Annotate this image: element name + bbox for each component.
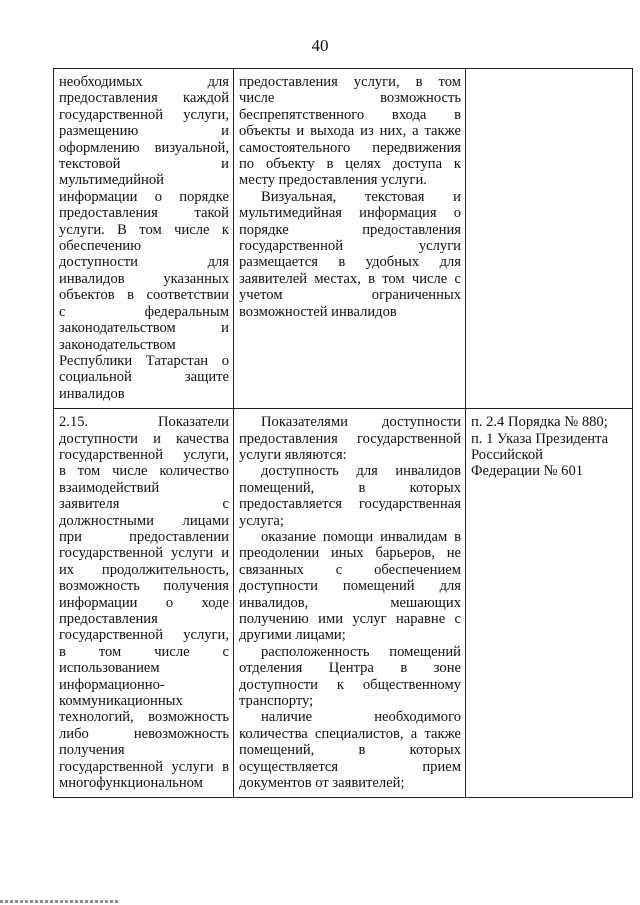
text-line: предоставления <box>59 611 158 627</box>
text-line: оформлению визуальной, <box>59 139 229 156</box>
text-line: доступности помещений для <box>239 578 461 595</box>
text-line: 2.15. Показатели <box>59 414 229 431</box>
text-line: месту предоставления услуги. <box>239 172 427 189</box>
text-line: предоставления каждой <box>59 90 229 107</box>
text-line: мультимедийной <box>59 172 164 189</box>
text-line: помещений, в которых <box>239 479 461 496</box>
row2-col1-cell <box>54 409 234 798</box>
text-line: использованием <box>59 660 160 677</box>
text-line: другими лицами; <box>239 627 346 644</box>
text-line: наличие необходимого <box>261 709 461 726</box>
text-line: технологий, возможность <box>59 709 229 726</box>
table-row <box>54 409 633 798</box>
text-line: должностными лицами <box>59 512 229 529</box>
text-line: доступность для инвалидов <box>261 463 461 480</box>
text-line: осуществляется прием <box>239 758 461 775</box>
text-line: размещению и <box>59 123 229 140</box>
text-line: информации о порядке <box>59 188 229 205</box>
page-number: 40 <box>311 36 329 55</box>
table-row <box>54 69 633 409</box>
row1-col2-cell <box>234 69 466 409</box>
row1-col1-cell <box>54 69 234 409</box>
text-line: государственной услуги <box>239 238 461 255</box>
text-line: законодательством <box>59 336 176 353</box>
text-line: доступности для <box>59 254 229 271</box>
text-line: связанных с обеспечением <box>239 561 461 578</box>
text-line: взаимодействий <box>59 479 160 496</box>
text-line: с федеральным <box>59 303 229 320</box>
text-line: государственной услуги, <box>59 627 229 644</box>
text-line: доступности и качества <box>59 430 229 447</box>
text-line: отделения Центра в зоне <box>239 660 461 677</box>
text-line: количества специалистов, а также <box>239 725 461 742</box>
text-line: учетом ограниченных <box>239 287 461 304</box>
text-line: объектов в соответствии <box>59 287 229 304</box>
text-line: услуга; <box>239 512 284 529</box>
row2-col2-cell <box>234 409 466 798</box>
text-line: преодолении иных барьеров, не <box>239 545 461 562</box>
text-line: необходимых для <box>59 74 229 90</box>
row1-col3-cell <box>466 69 633 409</box>
scan-artifact <box>0 900 120 903</box>
row2-col3-cell <box>466 409 633 798</box>
text-line: расположенность помещений <box>261 643 461 660</box>
text-line: в том числе с <box>59 643 229 660</box>
text-line: предоставления такой <box>59 205 229 222</box>
text-line: объекты и выхода из них, а также <box>239 123 461 140</box>
text-line: в том числе количество <box>59 463 229 480</box>
text-line: п. 2.4 Порядка № 880; <box>471 414 608 431</box>
text-line: предоставления государственной <box>239 430 461 447</box>
text-line: п. 1 Указа Президента <box>471 430 609 447</box>
text-line: документов от заявителей; <box>239 775 405 792</box>
text-line: заявителей местах, в том числе с <box>239 270 461 287</box>
text-line: государственной услуги, <box>59 106 229 123</box>
text-line: Федерации № 601 <box>471 463 584 480</box>
text-line: транспорту; <box>239 693 314 710</box>
text-line: Показателями доступности <box>261 414 461 431</box>
text-line: заявителя с <box>59 496 229 513</box>
text-line: инвалидов указанных <box>59 270 229 287</box>
text-line: их продолжительность, <box>59 561 229 578</box>
text-line: многофункциональном <box>59 775 203 792</box>
text-line: государственной услуги в <box>59 758 229 775</box>
text-line: числе возможность <box>239 90 461 107</box>
text-line: возможность получения <box>59 578 229 595</box>
text-line: Визуальная, текстовая и <box>261 188 461 205</box>
text-line: Российской <box>471 446 543 463</box>
text-line: доступности к общественному <box>239 676 461 693</box>
text-line: возможностей инвалидов <box>239 303 397 320</box>
text-line: порядке предоставления <box>239 221 461 238</box>
text-line: получения <box>59 742 125 759</box>
text-line: услуги являются: <box>239 446 347 463</box>
text-line: услуги. В том числе к <box>59 221 229 238</box>
text-line: оказание помощи инвалидам в <box>261 528 461 545</box>
text-line: самостоятельного передвижения <box>239 139 461 156</box>
text-line: текстовой и <box>59 156 229 173</box>
text-line: инвалидов, мешающих <box>239 594 461 611</box>
text-line: мультимедийная информация о <box>239 205 461 222</box>
text-line: помещений, в которых <box>239 742 461 759</box>
text-line: информации о ходе <box>59 594 229 611</box>
text-line: предоставляется государственная <box>239 496 461 513</box>
text-line: беспрепятственного входа в <box>239 106 461 123</box>
text-line: коммуникационных <box>59 693 183 710</box>
text-line: Республики Татарстан о <box>59 352 229 369</box>
text-line: законодательством и <box>59 320 229 337</box>
text-line: социальной защите <box>59 369 229 386</box>
regulation-table <box>53 68 633 798</box>
text-line: инвалидов <box>59 385 125 402</box>
text-line: при предоставлении <box>59 528 229 545</box>
text-line: обеспечению <box>59 238 142 255</box>
text-line: размещается в удобных для <box>239 254 461 271</box>
text-line: информационно- <box>59 676 165 693</box>
text-line: по объекту в целях доступа к <box>239 156 461 173</box>
text-line: либо невозможность <box>59 725 229 742</box>
text-line: предоставления услуги, в том <box>239 74 461 90</box>
text-line: государственной услуги, <box>59 446 229 463</box>
text-line: государственной услуги и <box>59 545 229 562</box>
text-line: получению ими услуг наравне с <box>239 611 461 627</box>
